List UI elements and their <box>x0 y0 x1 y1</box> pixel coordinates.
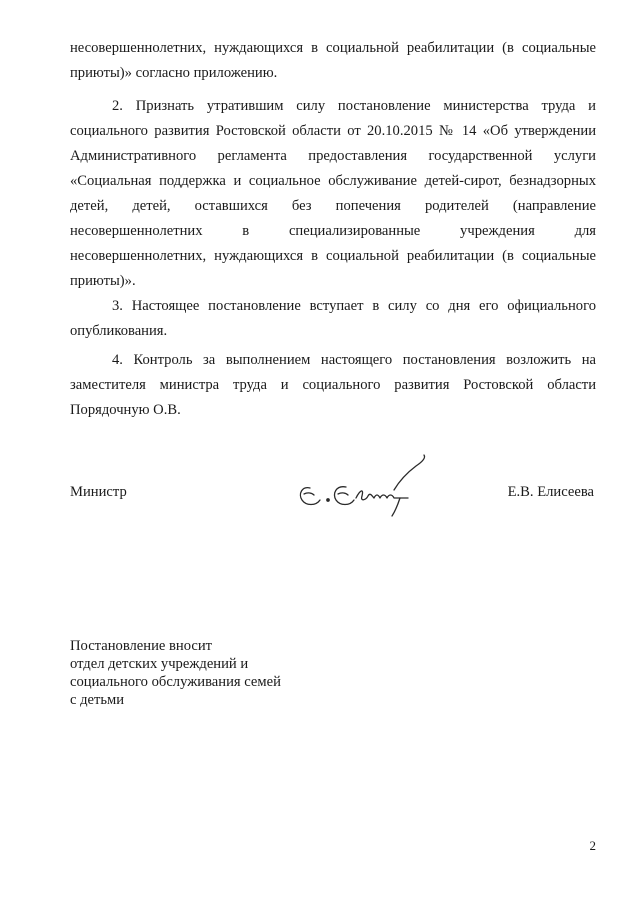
body-line: приюты)» согласно приложению. <box>70 65 278 81</box>
body-line: Административного регламента предоставления государственной услуги <box>70 148 596 164</box>
paragraph-4-start: 4. Контроль за выполнением настоящего постановления возложить на <box>112 352 596 368</box>
body-line: Порядочную О.В. <box>70 402 181 418</box>
body-line: заместителя министра труда и социального развития Ростовской области <box>70 377 596 393</box>
signer-name: Е.В. Елисеева <box>507 484 594 500</box>
note-line: отдел детских учреждений и <box>70 656 249 672</box>
handwritten-signature <box>288 440 428 520</box>
body-line: приюты)». <box>70 273 136 289</box>
body-line: несовершеннолетних, нуждающихся в социальной реабилитации (в социальные <box>70 248 596 264</box>
note-line: социального обслуживания семей <box>70 674 281 690</box>
submission-note <box>70 637 281 709</box>
page-number: 2 <box>589 838 596 853</box>
body-line: несовершеннолетних, нуждающихся в социальной реабилитации (в социальные <box>70 40 596 56</box>
paragraph-3-start: 3. Настоящее постановление вступает в силу со дня его официального <box>112 298 596 314</box>
note-line: Постановление вносит <box>70 638 213 654</box>
body-line: несовершеннолетних в специализированные учреждения для <box>70 223 596 239</box>
body-line: опубликования. <box>70 323 168 339</box>
note-line: с детьми <box>70 692 125 708</box>
body-line: социального развития Ростовской области от 20.10.2015 № 14 «Об утверждении <box>70 123 596 139</box>
signature-block <box>70 482 596 522</box>
paragraph-2-start: 2. Признать утратившим силу постановление министерства труда и <box>112 98 596 114</box>
body-line: «Социальная поддержка и социальное обслуживание детей-сирот, безнадзорных <box>70 173 596 189</box>
signer-position: Министр <box>70 484 127 500</box>
body-line: детей, детей, оставшихся без попечения родителей (направление <box>70 198 596 214</box>
